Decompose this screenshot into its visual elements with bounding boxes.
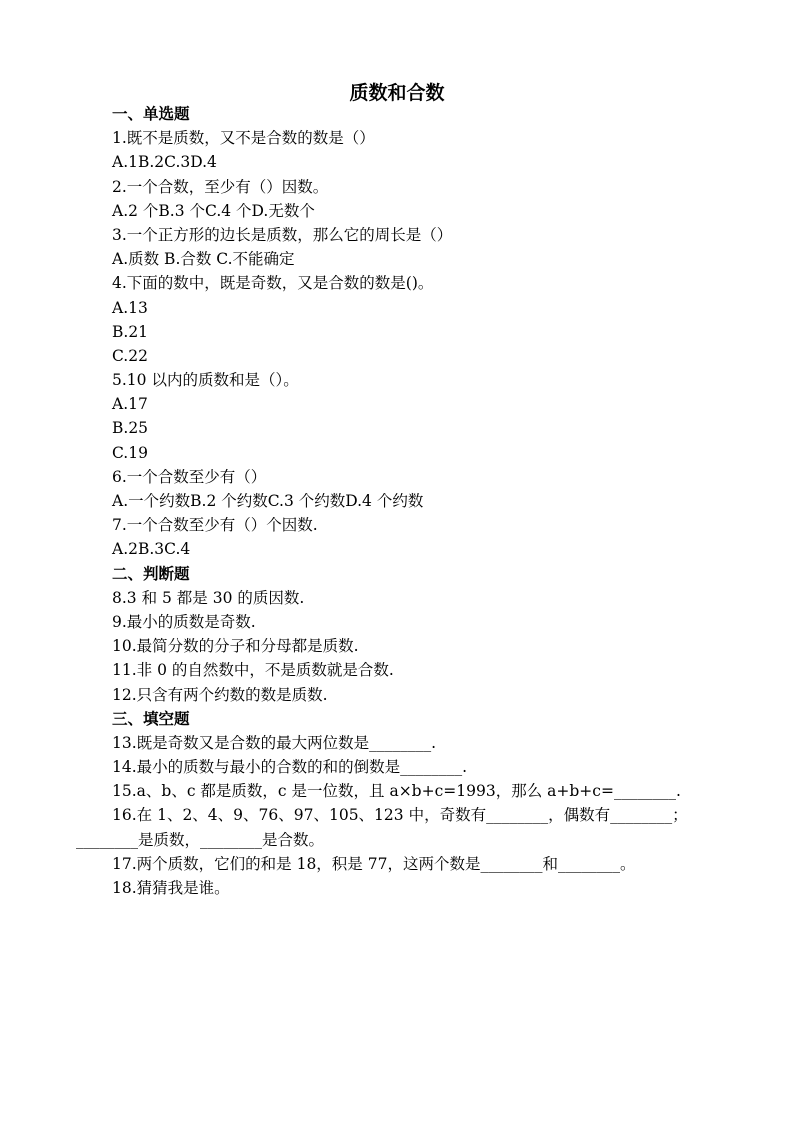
section-heading-true-false: 二、判断题 <box>112 563 190 583</box>
question-10: 10.最简分数的分子和分母都是质数. <box>112 637 359 656</box>
question-13: 13.既是奇数又是合数的最大两位数是________. <box>112 733 437 752</box>
question-4-option-c: C.22 <box>112 346 148 365</box>
question-3-options: A.质数 B.合数 C.不能确定 <box>112 250 295 269</box>
question-6: 6.一个合数至少有（） <box>112 467 267 486</box>
question-4-option-a: A.13 <box>112 298 148 317</box>
question-18: 18.猜猜我是谁。 <box>112 879 230 898</box>
question-4: 4.下面的数中，既是奇数，又是合数的数是()。 <box>112 274 434 293</box>
question-15: 15.a、b、c 都是质数，c 是一位数，且 a×b+c=1993，那么 a+b+c=________. <box>112 782 681 801</box>
question-3: 3.一个正方形的边长是质数，那么它的周长是（） <box>112 225 453 244</box>
question-7: 7.一个合数至少有（）个因数. <box>112 516 318 535</box>
question-14: 14.最小的质数与最小的合数的和的倒数是________. <box>112 758 468 777</box>
question-12: 12.只含有两个约数的数是质数. <box>112 685 328 704</box>
question-5-option-b: B.25 <box>112 419 149 438</box>
section-heading-single-choice: 一、单选题 <box>112 104 190 123</box>
question-5-option-c: C.19 <box>112 443 148 462</box>
worksheet-body <box>76 102 752 900</box>
question-2: 2.一个合数，至少有（）因数。 <box>112 177 329 196</box>
question-11: 11.非 0 的自然数中，不是质数就是合数. <box>112 661 394 680</box>
question-6-options: A.一个约数B.2 个约数C.3 个约数D.4 个约数 <box>112 492 424 510</box>
question-4-option-b: B.21 <box>112 322 149 341</box>
question-1-options: A.1B.2C.3D.4 <box>112 153 217 172</box>
question-16: 16.在 1、2、4、9、76、97、105、123 中，奇数有________，偶数有________；________是质数，________是合数。 <box>76 806 688 849</box>
question-1: 1.既不是质数，又不是合数的数是（） <box>112 129 375 148</box>
question-9: 9.最小的质数是奇数. <box>112 612 256 631</box>
section-heading-fill-blank: 三、填空题 <box>112 708 190 728</box>
question-5-option-a: A.17 <box>112 395 148 414</box>
question-7-options: A.2B.3C.4 <box>112 540 191 559</box>
question-5: 5.10 以内的质数和是（）。 <box>112 371 299 390</box>
question-17: 17.两个质数，它们的和是 18，积是 77，这两个数是________和________。 <box>112 854 636 873</box>
page-title: 质数和合数 <box>349 82 445 104</box>
question-2-options: A.2 个B.3 个C.4 个D.无数个 <box>112 201 315 220</box>
question-8: 8.3 和 5 都是 30 的质因数. <box>112 588 305 607</box>
